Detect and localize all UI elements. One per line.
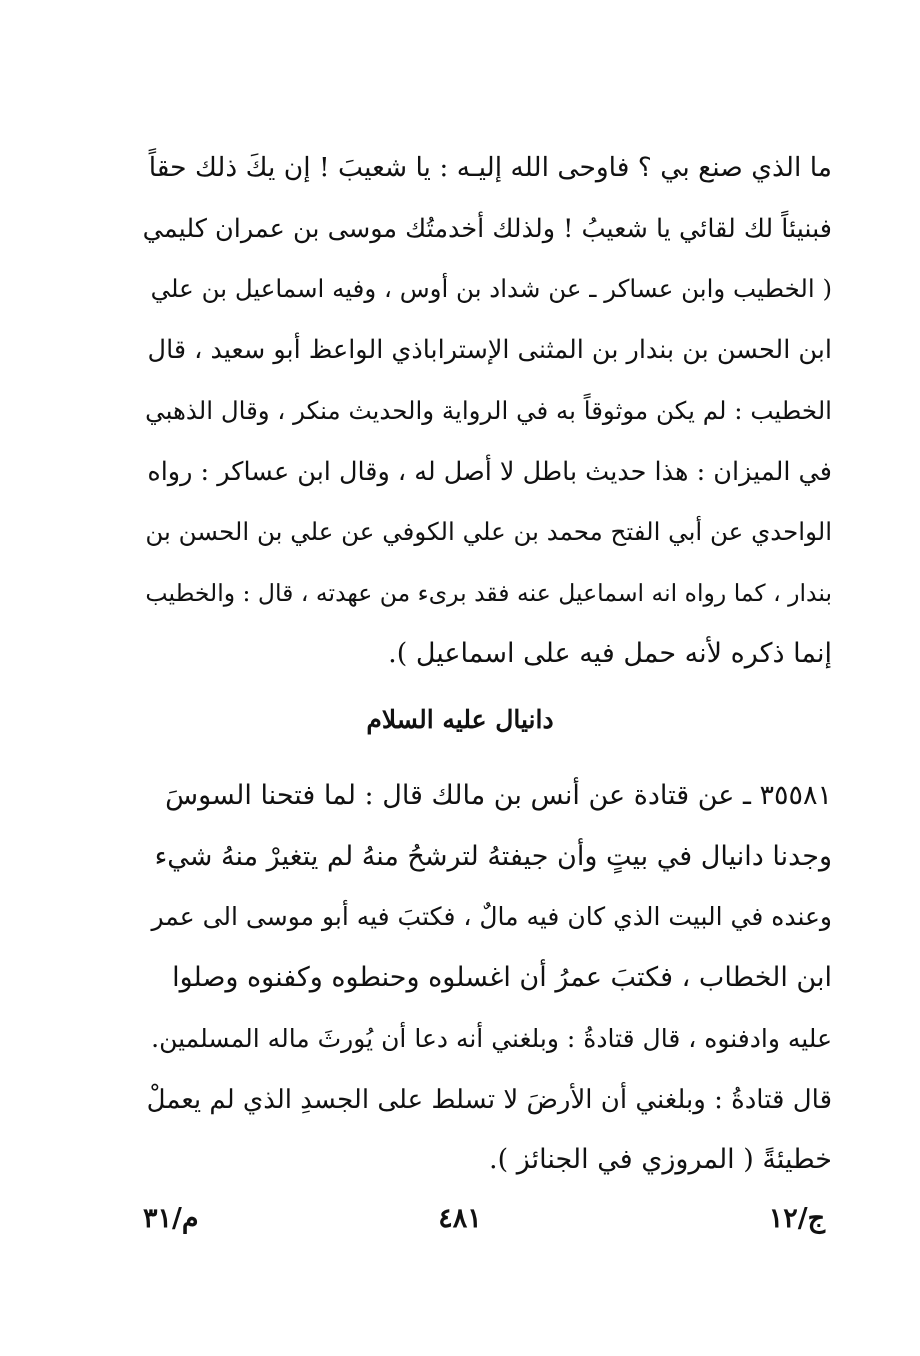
text-line: إنما ذكره لأنه حمل فيه على اسماعيل ).: [388, 637, 832, 669]
signature-mark: م/٣١: [143, 1203, 199, 1234]
text-line: وجدنا دانيال في بيتٍ وأن جيفتهُ لترشحُ منهُ لم يتغيرْ منهُ شيء: [154, 840, 832, 872]
text-line: فبنيئاً لك لقائي يا شعيبُ ! ولذلك أخدمتُك موسى بن عمران كليمي: [142, 213, 832, 244]
hadith-entry: [142, 766, 832, 1191]
text-line: ما الذي صنع بي ؟ فاوحى الله إليـه : يا شعيبَ ! إن يكَ ذلك حقاً: [148, 152, 832, 183]
text-line: ( الخطيب وابن عساكر ـ عن شداد بن أوس ، وفيه اسماعيل بن علي: [150, 274, 832, 304]
text-line: ابن الخطاب ، فكتبَ عمرُ أن اغسلوه وحنطوه وكفنوه وصلوا: [172, 962, 832, 994]
text-line: خطيئةً ( المروزي في الجنائز ).: [489, 1144, 832, 1176]
page-footer: [0, 1203, 920, 1243]
text-line: بندار ، كما رواه انه اسماعيل عنه فقد برىء من عهدته ، قال : والخطيب: [145, 578, 832, 607]
page-number: ٤٨١: [438, 1203, 482, 1234]
text-line: قال قتادةُ : وبلغني أن الأرضَ لا تسلط على الجسدِ الذي لم يعملْ: [146, 1084, 832, 1115]
text-line: ٣٥٥٨١ ـ عن قتادة عن أنس بن مالك قال : لما فتحنا السوسَ: [165, 780, 832, 811]
volume-label: ج/١٢: [768, 1203, 825, 1234]
text-line: وعنده في البيت الذي كان فيه مالٌ ، فكتبَ فيه أبو موسى الى عمر: [151, 902, 832, 932]
text-line: عليه وادفنوه ، قال قتادةُ : وبلغني أنه دعا أن يُورثَ ماله المسلمين.: [151, 1023, 832, 1053]
text-line: ابن الحسن بن بندار بن المثنى الإستراباذي الواعظ أبو سعيد ، قال: [147, 335, 832, 366]
text-line: الخطيب : لم يكن موثوقاً به في الرواية والحديث منكر ، وقال الذهبي: [145, 395, 832, 425]
text-line: في الميزان : هذا حديث باطل لا أصل له ، وقال ابن عساكر : رواه: [147, 456, 832, 487]
section-heading: دانيال عليه السلام: [366, 705, 554, 734]
hadith-entry-continuation: [142, 138, 832, 684]
text-line: الواحدي عن أبي الفتح محمد بن علي الكوفي عن علي بن الحسن بن: [145, 517, 832, 547]
